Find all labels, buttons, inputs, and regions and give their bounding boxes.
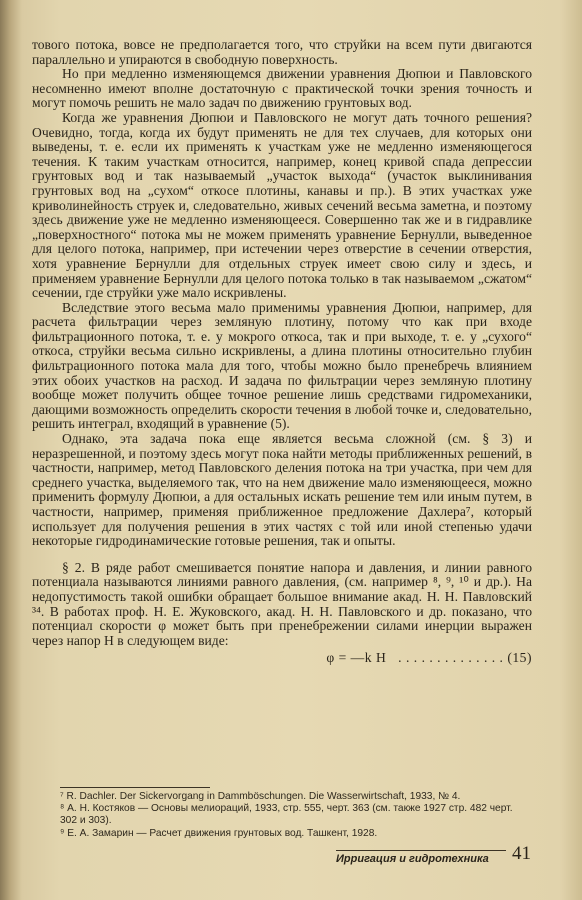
paragraph-5: Однако, эта задача пока еще является весьма сложной (см. § 3) и неразрешенной, и поэтому здесь могут пока найти методы приближенных решений, в частности, например, метод Павловского деления потока на три участка, при чем для среднего участка, выделяемого так, что на нем движение мало изменяющееся, можно применить формулу Дюпюи, а для остальных искать решение тем или иным путем, в частности, например, применяя приближенное предложение Дахлера⁷, который использует для получения решения в этих частях с той или иной степенью удачи некоторые гидродинамические готовые решения, так и опыты.	[32, 431, 532, 549]
footnote-rule	[60, 787, 210, 788]
paragraph-2: Но при медленно изменяющемся движении уравнения Дюпюи и Павловского несомненно имеют вполне достаточную с практической точки зрения точность и могут помочь решить не мало задач по движению грунтовых вод.	[32, 66, 532, 111]
equation-expression: φ = —k H	[326, 650, 387, 666]
paragraph-4: Вследствие этого весьма мало применимы уравнения Дюпюи, например, для расчета фильтрации через земляную плотину, потому что как при входе фильтрационного потока, т. е. у мокрого откоса, так и при выходе, т. е. у „сухого“ откоса, струйки весьма сильно искривлены, а длина плотины относительно глубин фильтрационного потока мала для того, чтобы можно было пренебречь влиянием этих обоих участков на расход. И задача по фильтрации через земляную плотину вообще может получить общее точное решение лишь средствами гидромеханики, дающими возможность определить скорости течения в любой точке и, следовательно, решить интеграл, входящий в уравнение (5).	[32, 299, 532, 432]
footnotes	[32, 791, 532, 840]
page-number: 41	[512, 843, 531, 864]
paragraph-1: тового потока, вовсе не предполагается того, что струйки на всем пути двигаются параллельно и упираются в свободную поверхность.	[32, 37, 532, 67]
equation-15	[32, 651, 532, 666]
journal-title: Ирригация и гидротехника	[336, 853, 489, 865]
footnote-7: ⁷ R. Dachler. Der Sickervorgang in Dammböschungen. Die Wasserwirtschaft, 1933, № 4.	[60, 791, 461, 802]
paragraph-3: Когда же уравнения Дюпюи и Павловского не могут дать точного решения? Очевидно, тогда, когда их будут применять не для тех случаев, для которых они выведены, т. е. если их применять к участкам уже не медленно изменяющегося течения. К таким участкам относится, например, конец кривой спада депрессии грунтовых вод и так называемый „участок выхода“ (участок выклинивания грунтовых вод на „сухом“ откосе плотины, канавы и пр.). В этих участках уже криволинейность струек и, следовательно, живых сечений весьма заметна, и поэтому здесь движение уже не медленно изменяющееся. Совершенно так же и в гидравлике „поверхностного“ потока мы не можем применять уравнение Бернулли, выведенное для целого потока, например, при истечении через отверстие в сечении отверстия, хотя уравнение Бернулли для отдельных струек имеет свою силу и здесь, и применяем уравнение Бернулли для целого потока только в так называемом „сжатом“ сечении, где струйки уже мало искривлены.	[32, 109, 532, 301]
main-text	[32, 38, 532, 666]
footnote-9: ⁹ Е. А. Замарин — Расчет движения грунтовых вод. Ташкент, 1928.	[60, 827, 378, 839]
footer-rule	[336, 850, 506, 851]
section-2-paragraph: § 2. В ряде работ смешивается понятие напора и давления, и линии равного потенциала называются линиями равного давления, (см. например ⁸, ⁹, ¹⁰ и др.). На недопустимость такой ошибки обращает большое внимание акад. Н. Н. Павловский ³⁴. В работах проф. Н. Е. Жуковского, акад. Н. Н. Павловского и др. показано, что потенциал скорости φ может быть при пренебрежении силами инерции выражен через напор H в следующем виде:	[32, 559, 532, 648]
equation-leader-dots: . . . . . . . . . . . . . .	[398, 650, 504, 666]
footnote-8: ⁸ А. Н. Костяков — Основы мелиораций, 1933, стр. 555, черт. 363 (см. также 1927 стр. 482 черт. 302 и 303).	[60, 803, 513, 827]
equation-number: (15)	[507, 650, 532, 666]
